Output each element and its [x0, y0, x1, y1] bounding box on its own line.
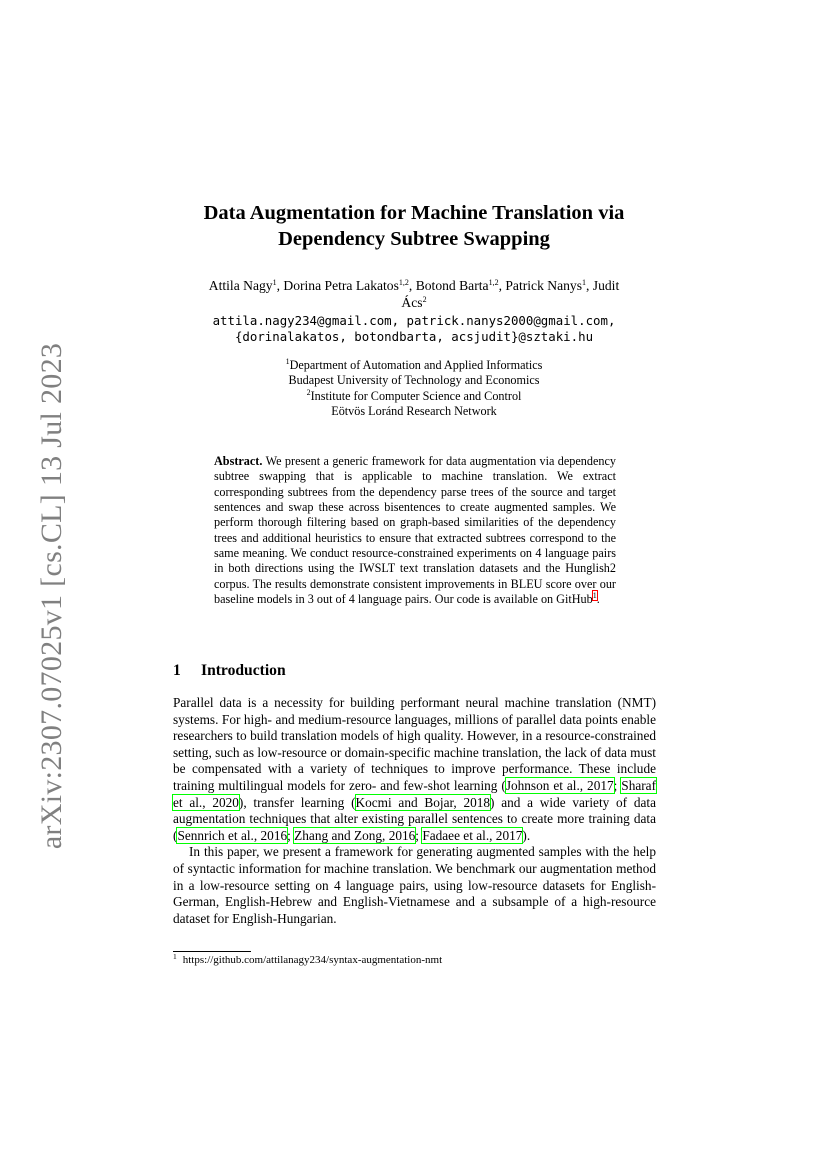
- citation-link[interactable]: Sharaf et al., 2020: [173, 777, 656, 810]
- footnote-url[interactable]: https://github.com/attilanagy234/syntax-augmentation-nmt: [182, 954, 443, 966]
- email-line-1: attila.nagy234@gmail.com, patrick.nanys2000@gmail.com,: [212, 313, 616, 328]
- author-affiliation-mark: 2: [422, 295, 427, 304]
- footnote: [173, 953, 442, 967]
- author-affiliation-mark: 1: [582, 278, 586, 287]
- abstract-label: Abstract.: [214, 454, 263, 468]
- affiliation-line: Department of Automation and Applied Informatics: [289, 358, 543, 372]
- email-line-2: {dorinalakatos, botondbarta, acsjudit}@sztaki.hu: [234, 329, 594, 344]
- affiliation-line: Eötvös Loránd Research Network: [331, 404, 497, 419]
- citation-link[interactable]: Sennrich et al., 2016: [177, 827, 288, 843]
- affiliation-line: Institute for Computer Science and Control: [310, 388, 522, 403]
- title-line-2: Dependency Subtree Swapping: [278, 228, 550, 250]
- section-number: 1: [173, 662, 181, 679]
- author-affiliation-mark: 1: [272, 278, 277, 287]
- abstract-text: We present a generic framework for data augmentation via dependency subtree swapping that is applicable to machine translation. We extract corresponding subtrees from the dependency parse trees of the source and target sentences and swap these across bisentences to create augmented samples. We perform thorough filtering based on graph-based similarities of the dependency trees and additional heuristics to ensure that extracted subtrees correspond to the same meaning. We conduct resource-constrained experiments on 4 language pairs in both directions using the IWSLT text translation datasets and the Hunglish2 corpus. The results demonstrate consistent improvements in BLEU score over our baseline models in 3 out of 4 language pairs. Our code is available on GitHub: [214, 454, 617, 607]
- affiliation-mark: 2: [306, 387, 311, 397]
- paragraph: [173, 695, 656, 844]
- author-name: Attila Nagy: [208, 278, 273, 293]
- citation-link[interactable]: Fadaee et al., 2017: [422, 827, 523, 843]
- author-first-name: Judit: [592, 278, 620, 293]
- author-name: Patrick Nanys: [505, 278, 582, 293]
- paper-title: [150, 200, 678, 252]
- introduction-body: [173, 695, 656, 927]
- author-list: Attila Nagy$^1$, Dorina Petra Lakatos$^{1,2}$, Botond Barta$^{1,2}$, Patrick Nanys$^1$, Judit Ács$^2$: [208, 278, 620, 310]
- author-name: Dorina Petra Lakatos: [283, 278, 399, 293]
- citation-link[interactable]: Zhang and Zong, 2016: [294, 827, 416, 843]
- section-heading: [173, 662, 286, 680]
- author-last-name: Ács: [401, 295, 423, 310]
- paragraph-text: ) and a wide variety of data augmentation techniques that alter existing parallel sentences to create more training data (: [173, 794, 656, 843]
- footnote-mark: 1: [173, 952, 177, 961]
- affiliation-line: Budapest University of Technology and Economics: [288, 373, 540, 388]
- citation-separator: ;: [287, 827, 295, 843]
- citation-link[interactable]: Johnson et al., 2017: [505, 777, 614, 793]
- footnote-link[interactable]: 1: [592, 591, 597, 601]
- section-title: Introduction: [201, 662, 286, 679]
- author-emails: [168, 313, 660, 345]
- abstract-end: .: [596, 592, 600, 607]
- footnote-rule: [173, 951, 251, 952]
- paragraph-text: ).: [522, 827, 531, 843]
- abstract: [214, 454, 616, 607]
- citation-separator: ;: [415, 827, 423, 843]
- paragraph-text: Parallel data is a necessity for building performant neural machine translation (NMT) systems. For high- and medium-resource languages, millions of parallel data points enable researchers to build translation models of high quality. However, in a resource-constrained setting, such as low-resource or domain-specific machine translation, the lack of data must be compensated with a variety of techniques to improve performance. These include training multilingual models for zero- and few-shot learning (: [173, 695, 656, 793]
- citation-separator: ;: [613, 777, 622, 793]
- affiliation-mark: 1: [285, 357, 290, 366]
- paragraph-text: ), transfer learning (: [238, 794, 356, 810]
- arxiv-identifier: arXiv:2307.07025v1 [cs.CL] 13 Jul 2023: [35, 342, 68, 850]
- author-affiliation-mark: 1,2: [398, 278, 409, 287]
- author-name: Botond Barta: [415, 278, 489, 293]
- title-line-1: Data Augmentation for Machine Translation via: [203, 202, 625, 224]
- paragraph: In this paper, we present a framework for generating augmented samples with the help of syntactic information for machine translation. We benchmark our augmentation method in a low-resource setting on 4 language pairs, using low-resource datasets for English-German, English-Hebrew and English-Vietnamese and a subsample of a high-resource dataset for English-Hungarian.: [173, 844, 656, 926]
- citation-link[interactable]: Kocmi and Bojar, 2018: [355, 794, 491, 810]
- affiliations: [200, 358, 628, 420]
- author-affiliation-mark: 1,2: [488, 278, 499, 287]
